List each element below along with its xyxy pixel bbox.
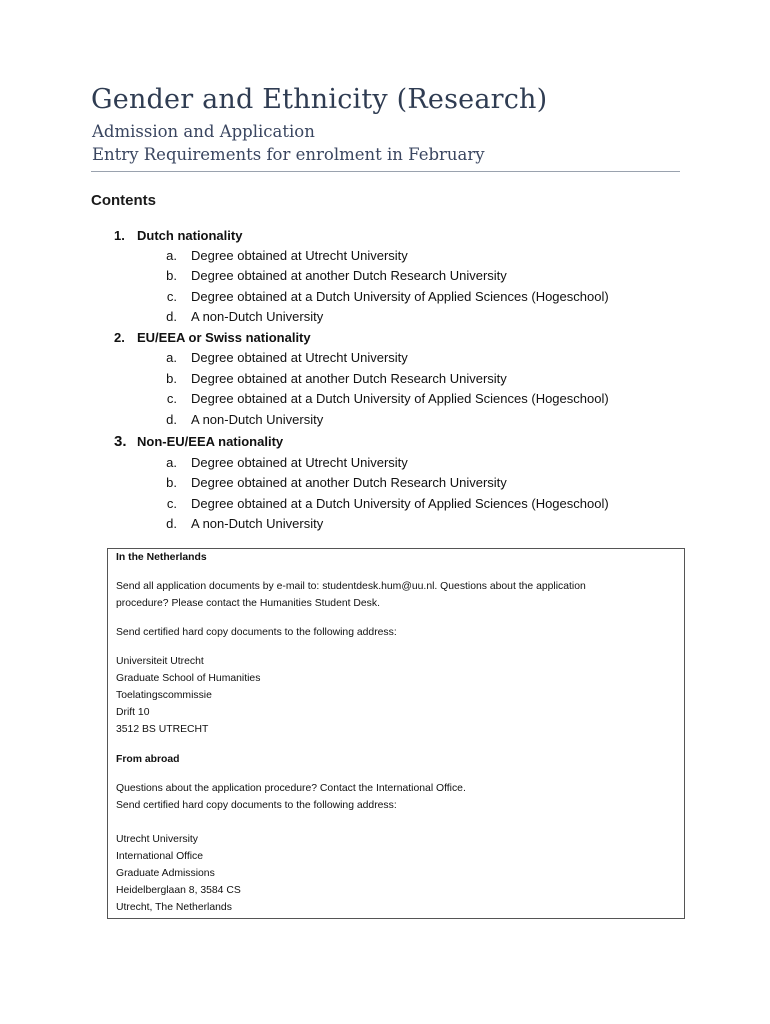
toc-section-number: 2. — [114, 330, 125, 345]
contact-box — [107, 548, 685, 919]
toc-item-letter: a. — [166, 350, 177, 365]
netherlands-address-line: Universiteit Utrecht — [116, 656, 204, 667]
toc-item-letter: b. — [166, 268, 177, 283]
toc-item-text: Degree obtained at another Dutch Research University — [191, 475, 507, 490]
toc-item[interactable] — [160, 516, 323, 531]
toc-item-text: Degree obtained at a Dutch University of Applied Sciences (Hogeschool) — [191, 496, 609, 511]
toc-item[interactable] — [160, 371, 507, 386]
toc-item-text: Degree obtained at Utrecht University — [191, 455, 408, 470]
toc-section-number: 3. — [114, 433, 127, 450]
toc-section-eu-eea-swiss-nationality[interactable] — [114, 330, 311, 345]
toc-item-text: A non-Dutch University — [191, 412, 324, 427]
toc-item[interactable] — [160, 412, 323, 427]
toc-item-letter: b. — [166, 371, 177, 386]
netherlands-address-line: Toelatingscommissie — [116, 690, 212, 701]
toc-item[interactable] — [160, 475, 507, 490]
toc-item-letter: d. — [166, 309, 177, 324]
toc-item-letter: d. — [166, 412, 177, 427]
toc-item-text: Degree obtained at another Dutch Research University — [191, 268, 507, 283]
toc-item-text: Degree obtained at Utrecht University — [191, 350, 408, 365]
title-divider — [91, 171, 680, 172]
toc-item-letter: c. — [166, 496, 177, 511]
toc-item[interactable] — [160, 309, 323, 324]
abroad-address-line: Heidelberglaan 8, 3584 CS — [116, 885, 241, 896]
toc-section-dutch-nationality[interactable] — [114, 228, 242, 243]
toc-item[interactable] — [160, 268, 507, 283]
document-subtitle-entry-requirements: Entry Requirements for enrolment in February — [92, 145, 485, 164]
toc-item-text: Degree obtained at another Dutch Research University — [191, 371, 507, 386]
toc-item-letter: c. — [166, 391, 177, 406]
contents-heading: Contents — [91, 192, 156, 209]
netherlands-email-instructions: Send all application documents by e-mail to: studentdesk.hum@uu.nl. Questions about the application — [116, 581, 586, 592]
toc-item-text: Degree obtained at Utrecht University — [191, 248, 408, 263]
toc-section-number: 1. — [114, 228, 125, 243]
toc-section-label: Dutch nationality — [137, 228, 243, 243]
toc-item-text: A non-Dutch University — [191, 309, 324, 324]
toc-item-letter: c. — [166, 289, 177, 304]
toc-item[interactable] — [160, 248, 408, 263]
abroad-questions-instructions: Questions about the application procedure? Contact the International Office. — [116, 783, 466, 794]
toc-item-letter: b. — [166, 475, 177, 490]
toc-section-non-eu-eea-nationality[interactable] — [114, 433, 283, 450]
abroad-address-line: Utrecht, The Netherlands — [116, 902, 232, 913]
toc-item-text: Degree obtained at a Dutch University of Applied Sciences (Hogeschool) — [191, 391, 609, 406]
toc-item[interactable] — [160, 455, 408, 470]
toc-item[interactable] — [160, 289, 609, 304]
netherlands-address-line: 3512 BS UTRECHT — [116, 724, 209, 735]
toc-item[interactable] — [160, 496, 609, 511]
abroad-hardcopy-instructions: Send certified hard copy documents to the following address: — [116, 800, 397, 811]
toc-item-text: A non-Dutch University — [191, 516, 324, 531]
toc-section-label: EU/EEA or Swiss nationality — [137, 330, 311, 345]
document-subtitle-admission: Admission and Application — [92, 122, 315, 141]
netherlands-heading: In the Netherlands — [116, 552, 207, 563]
toc-item-letter: a. — [166, 248, 177, 263]
toc-item[interactable] — [160, 391, 609, 406]
toc-item[interactable] — [160, 350, 408, 365]
toc-section-label: Non-EU/EEA nationality — [137, 434, 284, 449]
netherlands-address-line: Drift 10 — [116, 707, 150, 718]
document-title: Gender and Ethnicity (Research) — [91, 84, 548, 115]
toc-item-letter: d. — [166, 516, 177, 531]
abroad-address-line: Utrecht University — [116, 834, 198, 845]
toc-item-letter: a. — [166, 455, 177, 470]
netherlands-address-line: Graduate School of Humanities — [116, 673, 261, 684]
abroad-address-line: Graduate Admissions — [116, 868, 215, 879]
netherlands-hardcopy-instructions: Send certified hard copy documents to the following address: — [116, 627, 397, 638]
netherlands-email-instructions-cont: procedure? Please contact the Humanities Student Desk. — [116, 598, 380, 609]
toc-item-text: Degree obtained at a Dutch University of Applied Sciences (Hogeschool) — [191, 289, 609, 304]
abroad-heading: From abroad — [116, 754, 180, 765]
abroad-address-line: International Office — [116, 851, 204, 862]
